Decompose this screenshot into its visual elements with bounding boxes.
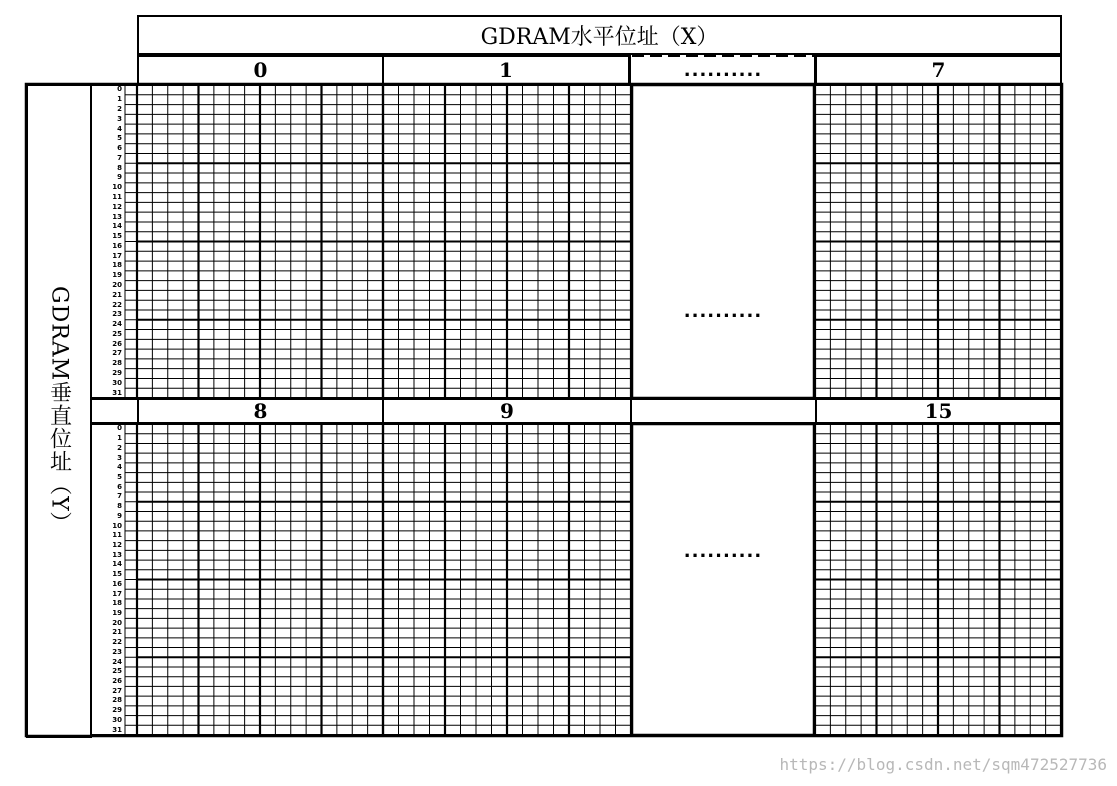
row-number: 18: [112, 599, 122, 608]
row-number: 8: [117, 163, 122, 172]
column-label-9: 9: [500, 399, 514, 423]
row-number: 1: [117, 434, 122, 443]
row-number: 24: [112, 657, 122, 666]
row-number: 2: [117, 443, 122, 452]
row-number: 12: [112, 202, 122, 211]
row-number: 20: [112, 281, 122, 290]
row-number: 10: [112, 521, 122, 530]
row-number: 15: [112, 232, 122, 241]
row-number: 0: [117, 424, 122, 433]
row-number: 11: [112, 192, 122, 201]
row-number: 29: [112, 369, 122, 378]
column-label-7: 7: [931, 58, 946, 82]
row-number: 17: [112, 251, 122, 260]
row-number: 30: [112, 715, 122, 724]
row-number: 10: [112, 183, 122, 192]
row-number: 20: [112, 618, 122, 627]
ellipsis-bottom-half: ..........: [683, 540, 763, 562]
row-number: 14: [112, 222, 122, 231]
row-number: 21: [112, 628, 122, 637]
row-number: 19: [112, 271, 122, 280]
elided-column-box: [632, 424, 814, 735]
row-number: 11: [112, 531, 122, 540]
row-number: 27: [112, 349, 122, 358]
column-label-ellipsis: ..........: [683, 59, 763, 81]
row-number: 13: [112, 212, 122, 221]
row-number: 0: [117, 85, 122, 94]
row-number: 16: [112, 241, 122, 250]
row-number: 17: [112, 589, 122, 598]
row-number: 3: [117, 114, 122, 123]
row-number: 22: [112, 300, 122, 309]
row-number: 28: [112, 696, 122, 705]
row-number: 18: [112, 261, 122, 270]
row-number: 13: [112, 550, 122, 559]
watermark: https://blog.csdn.net/sqm472527736: [779, 755, 1107, 774]
row-number: 1: [117, 95, 122, 104]
row-number: 31: [112, 725, 122, 734]
row-number: 9: [117, 511, 122, 520]
row-number: 16: [112, 579, 122, 588]
row-number: 22: [112, 638, 122, 647]
row-number: 4: [117, 463, 122, 472]
row-number: 21: [112, 290, 122, 299]
ellipsis-top-half: ..........: [683, 300, 763, 322]
y-axis-label: GDRAM垂直位址（Y）: [46, 285, 72, 535]
column-label-15: 15: [924, 399, 953, 423]
row-number: 29: [112, 706, 122, 715]
row-number: 27: [112, 686, 122, 695]
elided-column-box: [632, 85, 814, 398]
row-number: 19: [112, 609, 122, 618]
row-number: 6: [117, 144, 122, 153]
row-number: 3: [117, 453, 122, 462]
row-number: 9: [117, 173, 122, 182]
row-number: 5: [117, 472, 122, 481]
row-number: 25: [112, 329, 122, 338]
column-label-8: 8: [253, 399, 268, 423]
row-number: 26: [112, 677, 122, 686]
row-number: 7: [117, 492, 122, 501]
row-number: 30: [112, 378, 122, 387]
row-number: 4: [117, 124, 122, 133]
row-number: 25: [112, 667, 122, 676]
row-number: 7: [117, 153, 122, 162]
row-number: 6: [117, 482, 122, 491]
row-number: 15: [112, 570, 122, 579]
x-axis-title: GDRAM水平位址（X）: [480, 24, 719, 50]
row-number: 12: [112, 540, 122, 549]
column-label-0: 0: [253, 58, 268, 82]
row-number: 23: [112, 647, 122, 656]
row-number: 31: [112, 388, 122, 397]
row-number: 23: [112, 310, 122, 319]
row-number: 14: [112, 560, 122, 569]
row-number: 5: [117, 134, 122, 143]
row-number: 24: [112, 320, 122, 329]
row-number: 28: [112, 359, 122, 368]
row-number: 26: [112, 339, 122, 348]
row-number: 8: [117, 502, 122, 511]
column-label-1: 1: [499, 58, 513, 82]
row-number: 2: [117, 104, 122, 113]
